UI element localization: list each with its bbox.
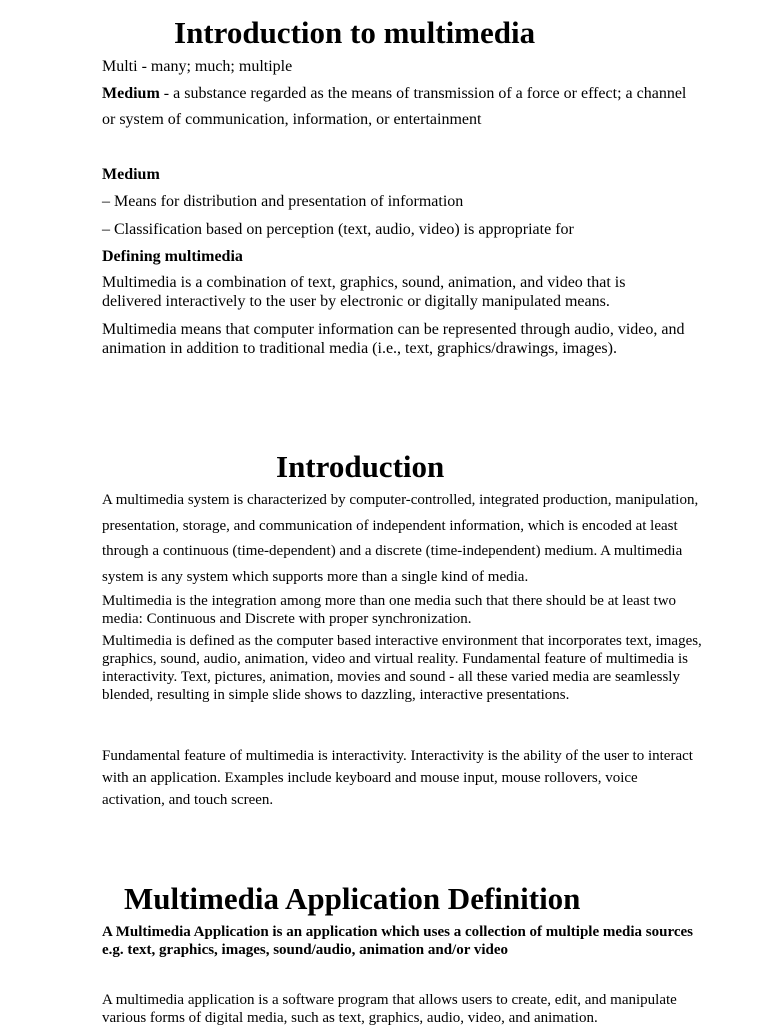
medium-heading: Medium (102, 166, 160, 183)
section-title-introduction-to-multimedia: Introduction to multimedia (174, 15, 536, 50)
medium-bullet-distribution: – Means for distribution and presentation of information (102, 193, 464, 210)
multimedia-application-paragraph-1: A multimedia application is a software program that allows users to create, edit, and manipulate various forms of digital media, such as text, graphics, audio, video, and animation. (102, 992, 677, 1026)
medium-term: Medium (102, 85, 160, 102)
medium-definition-text: - a substance regarded as the means of transmission of a force or effect; a channel or system of communication, information, or entertainment (102, 85, 687, 128)
introduction-paragraph-4: Fundamental feature of multimedia is interactivity. Interactivity is the ability of the user to interact with an application. Examples include keyboard and mouse input, mouse rollovers, voice activation, and touch screen. (102, 748, 693, 808)
defining-multimedia-paragraph-1: Multimedia is a combination of text, graphics, sound, animation, and video that is delivered interactively to the user by electronic or digitally manipulated means. (102, 274, 626, 310)
section-title-introduction: Introduction (276, 449, 445, 484)
medium-bullet-classification: – Classification based on perception (text, audio, video) is appropriate for (102, 221, 574, 238)
introduction-paragraph-3 (102, 632, 707, 704)
defining-multimedia-paragraph-2: Multimedia means that computer information can be represented through audio, video, and animation in addition to traditional media (i.e., text, graphics/drawings, images). (102, 321, 685, 357)
defining-multimedia-heading: Defining multimedia (102, 248, 243, 265)
multi-definition: Multi - many; much; multiple (102, 58, 293, 75)
introduction-paragraph-3-text: Multimedia is defined as the computer based interactive environment that incorporates text, images, graphics, sound, audio, animation, video and virtual reality. Fundamental feature of multimedia is interactivity. Text, pictures, animation, movies and sound - all these varied media are seamlessly blended, resulting in simple slide shows to dazzling, interactive presentations. (102, 633, 702, 703)
multimedia-application-bold-definition: A Multimedia Application is an application which uses a collection of multiple media sources e.g. text, graphics, images, sound/audio, animation and/or video (102, 924, 694, 958)
medium-definition (102, 81, 702, 133)
section-title-multimedia-application-definition: Multimedia Application Definition (124, 881, 581, 916)
introduction-paragraph-1: A multimedia system is characterized by computer-controlled, integrated production, manipulation, presentation, storage, and communication of independent information, which is encoded at least through a continuous (time-dependent) and a discrete (time-independent) medium. A multimedia system is any system which supports more than a single kind of media. (102, 492, 699, 586)
introduction-paragraph-2: Multimedia is the integration among more than one media such that there should be at least two media: Continuous and Discrete with proper synchronization. (102, 593, 677, 627)
